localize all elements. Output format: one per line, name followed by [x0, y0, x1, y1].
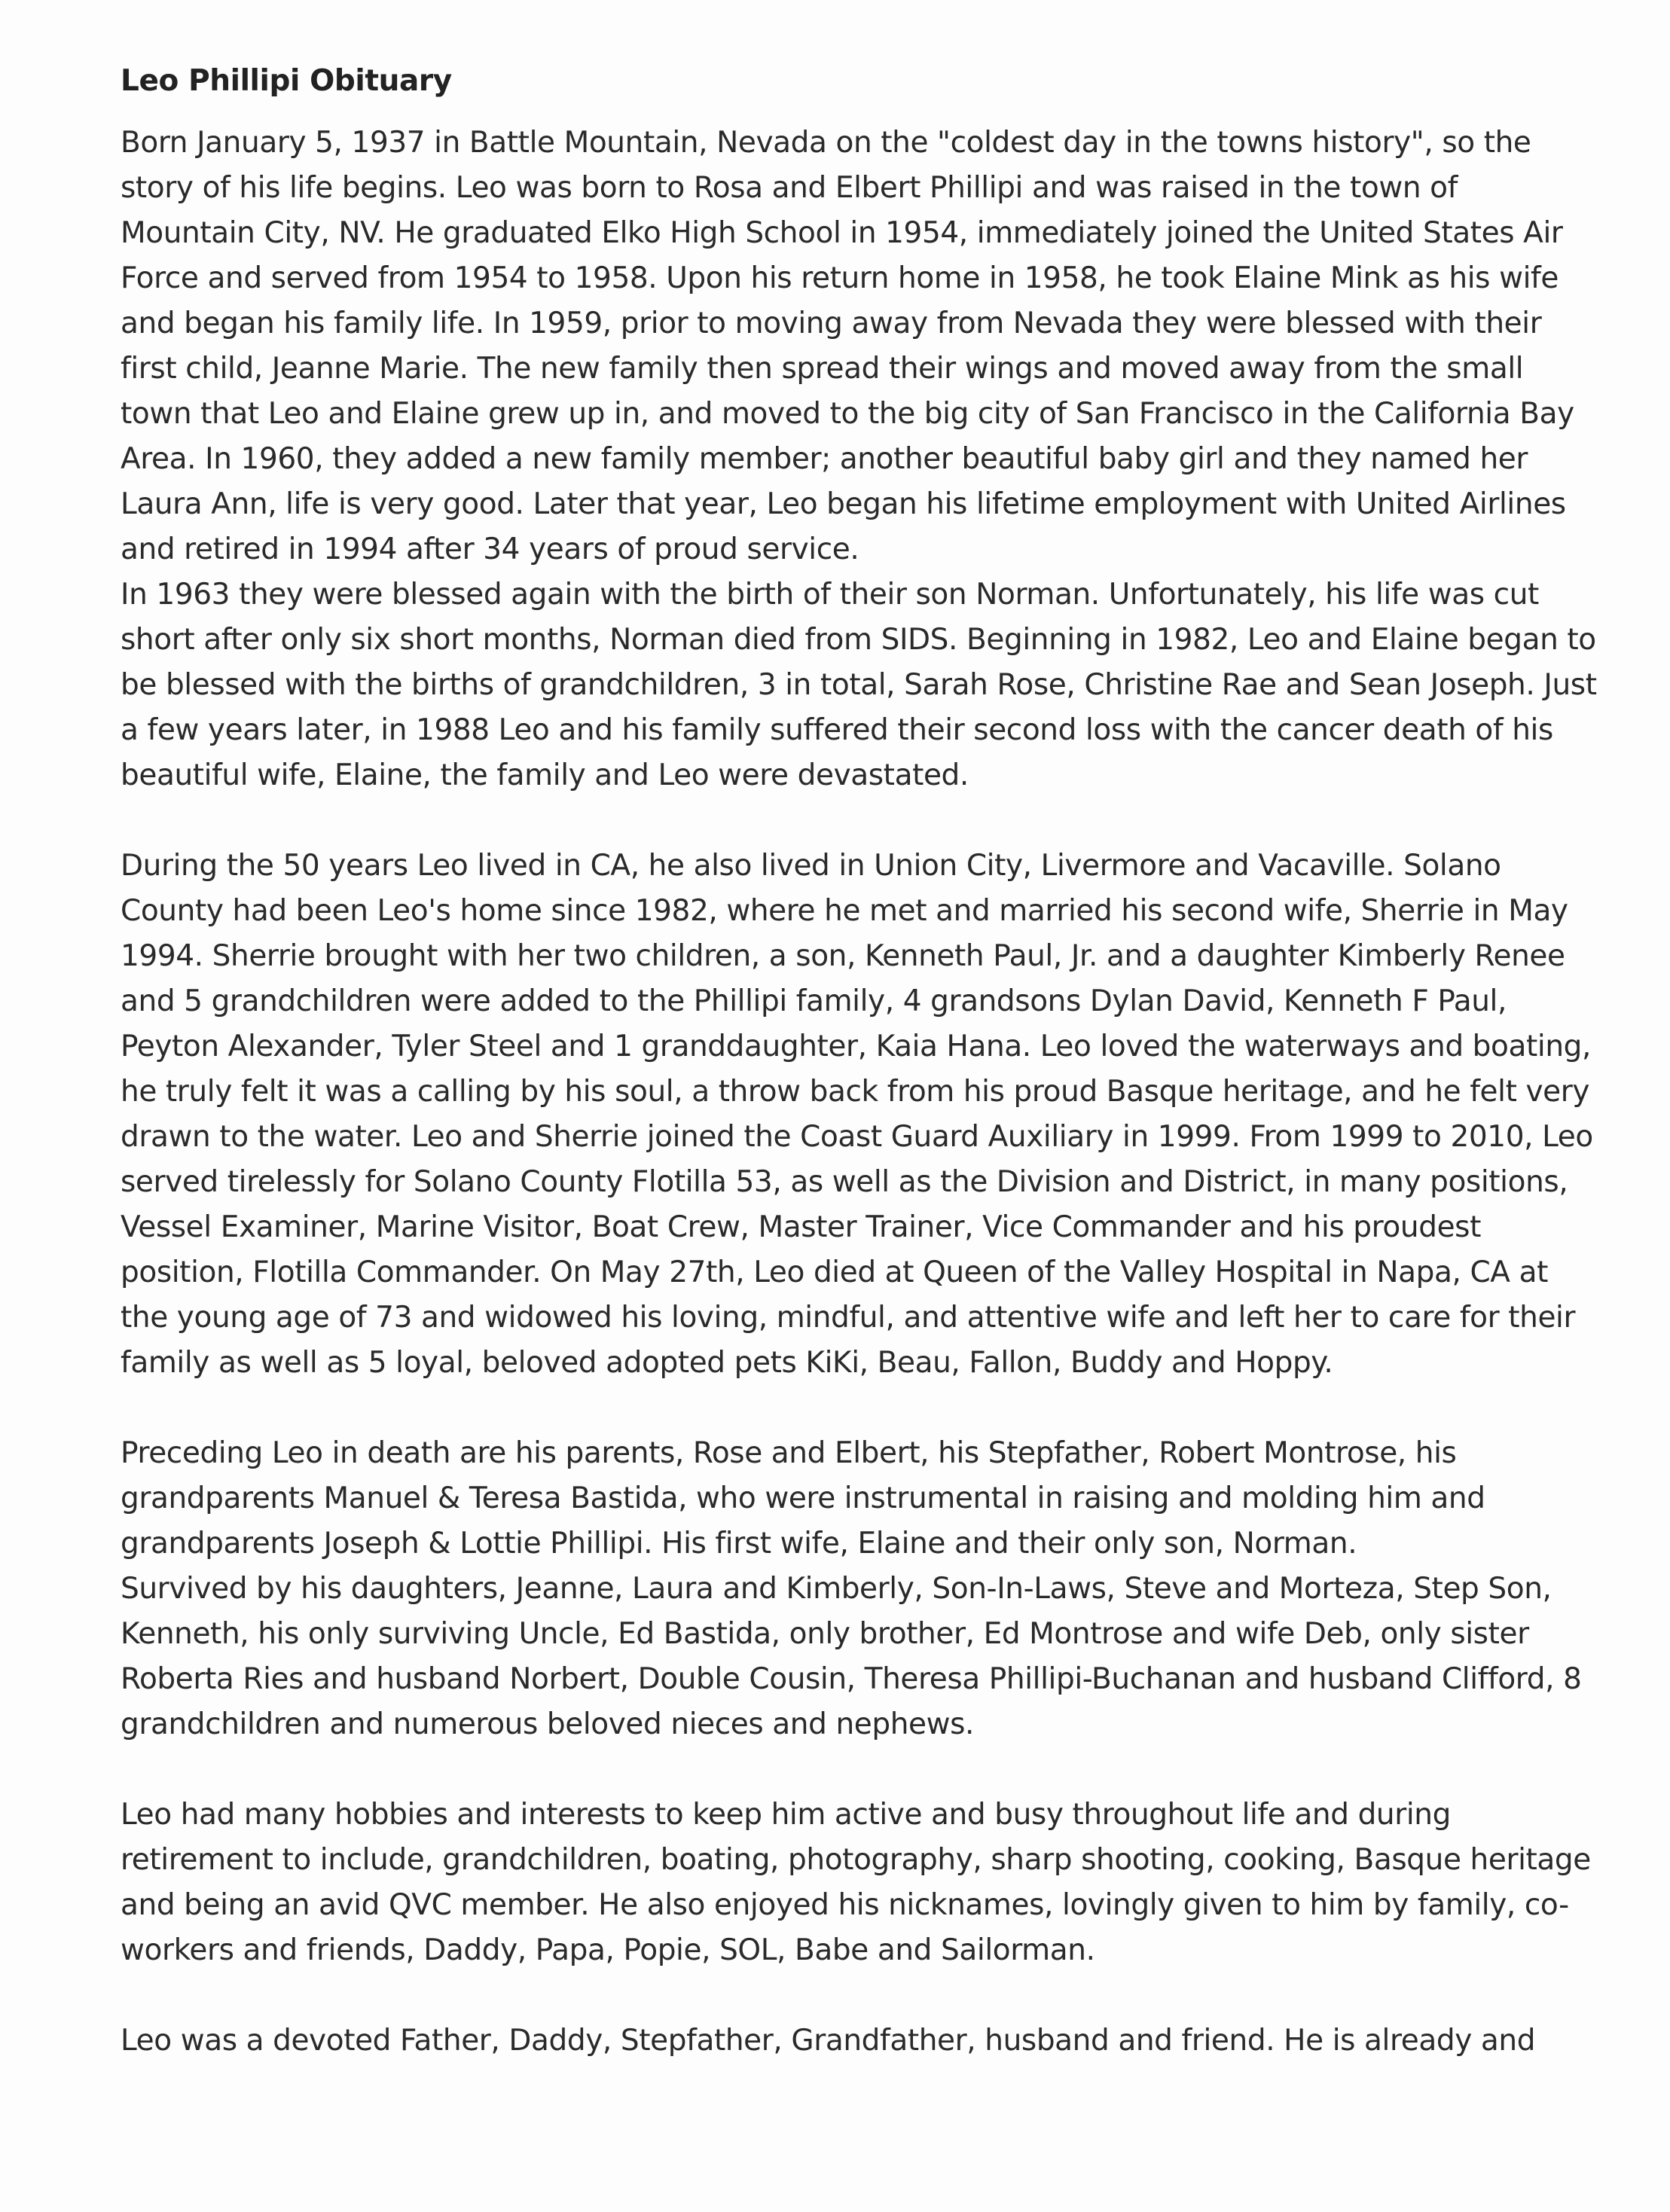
paragraph-preceded-in-death: Preceding Leo in death are his parents, Rose and Elbert, his Stepfather, Robert Montrose, his grandparents Manuel & Teresa Bastida, who were instrumental in raising and molding him and grandparents Joseph & Lottie Phillipi. His first wife, Elaine and their only son, Norman.: [121, 1436, 1485, 1561]
paragraph-closing: Leo was a devoted Father, Daddy, Stepfather, Grandfather, husband and friend. He is already and: [121, 2024, 1536, 2058]
paragraph-hobbies: Leo had many hobbies and interests to keep him active and busy throughout life and during retirement to include, grandchildren, boating, photography, sharp shooting, cooking, Basque heritage and being an avid QVC member. He also enjoyed his nicknames, lovingly given to him by family, co-workers and friends, Daddy, Papa, Popie, SOL, Babe and Sailorman.: [121, 1798, 1591, 1967]
obituary-document: [121, 59, 1597, 2064]
paragraph-early-life: Born January 5, 1937 in Battle Mountain, Nevada on the "coldest day in the towns history", so the story of his life begins. Leo was born to Rosa and Elbert Phillipi and was raised in the town of Mountain City, NV. He graduated Elko High School in 1954, immediately joined the United States Air Force and served from 1954 to 1958. Upon his return home in 1958, he took Elaine Mink as his wife and began his family life. In 1959, prior to moving away from Nevada they were blessed with their first child, Jeanne Marie. The new family then spread their wings and moved away from the small town that Leo and Elaine grew up in, and moved to the big city of San Francisco in the California Bay Area. In 1960, they added a new family member; another beautiful baby girl and they named her Laura Ann, life is very good. Later that year, Leo began his lifetime employment with United Airlines and retired in 1994 after 34 years of proud service.: [121, 126, 1574, 566]
paragraph-later-life: During the 50 years Leo lived in CA, he also lived in Union City, Livermore and Vacaville. Solano County had been Leo's home since 1982, where he met and married his second wife, Sherrie in May 1994. Sherrie brought with her two children, a son, Kenneth Paul, Jr. and a daughter Kimberly Renee and 5 grandchildren were added to the Phillipi family, 4 grandsons Dylan David, Kenneth F Paul, Peyton Alexander, Tyler Steel and 1 granddaughter, Kaia Hana. Leo loved the waterways and boating, he truly felt it was a calling by his soul, a throw back from his proud Basque heritage, and he felt very drawn to the water. Leo and Sherrie joined the Coast Guard Auxiliary in 1999. From 1999 to 2010, Leo served tirelessly for Solano County Flotilla 53, as well as the Division and District, in many positions, Vessel Examiner, Marine Visitor, Boat Crew, Master Trainer, Vice Commander and his proudest position, Flotilla Commander. On May 27th, Leo died at Queen of the Valley Hospital in Napa, CA at the young age of 73 and widowed his loving, mindful, and attentive wife and left her to care for their family as well as 5 loyal, beloved adopted pets KiKi, Beau, Fallon, Buddy and Hoppy.: [121, 849, 1593, 1380]
paragraph-family-losses: In 1963 they were blessed again with the birth of their son Norman. Unfortunately, his life was cut short after only six short months, Norman died from SIDS. Beginning in 1982, Leo and Elaine began to be blessed with the births of grandchildren, 3 in total, Sarah Rose, Christine Rae and Sean Joseph. Just a few years later, in 1988 Leo and his family suffered their second loss with the cancer death of his beautiful wife, Elaine, the family and Leo were devastated.: [121, 578, 1597, 792]
paragraph-survivors: Survived by his daughters, Jeanne, Laura and Kimberly, Son-In-Laws, Steve and Morteza, Step Son, Kenneth, his only surviving Uncle, Ed Bastida, only brother, Ed Montrose and wife Deb, only sister Roberta Ries and husband Norbert, Double Cousin, Theresa Phillipi-Buchanan and husband Clifford, 8 grandchildren and numerous beloved nieces and nephews.: [121, 1572, 1582, 1741]
document-title: Leo Phillipi Obituary: [121, 64, 452, 98]
